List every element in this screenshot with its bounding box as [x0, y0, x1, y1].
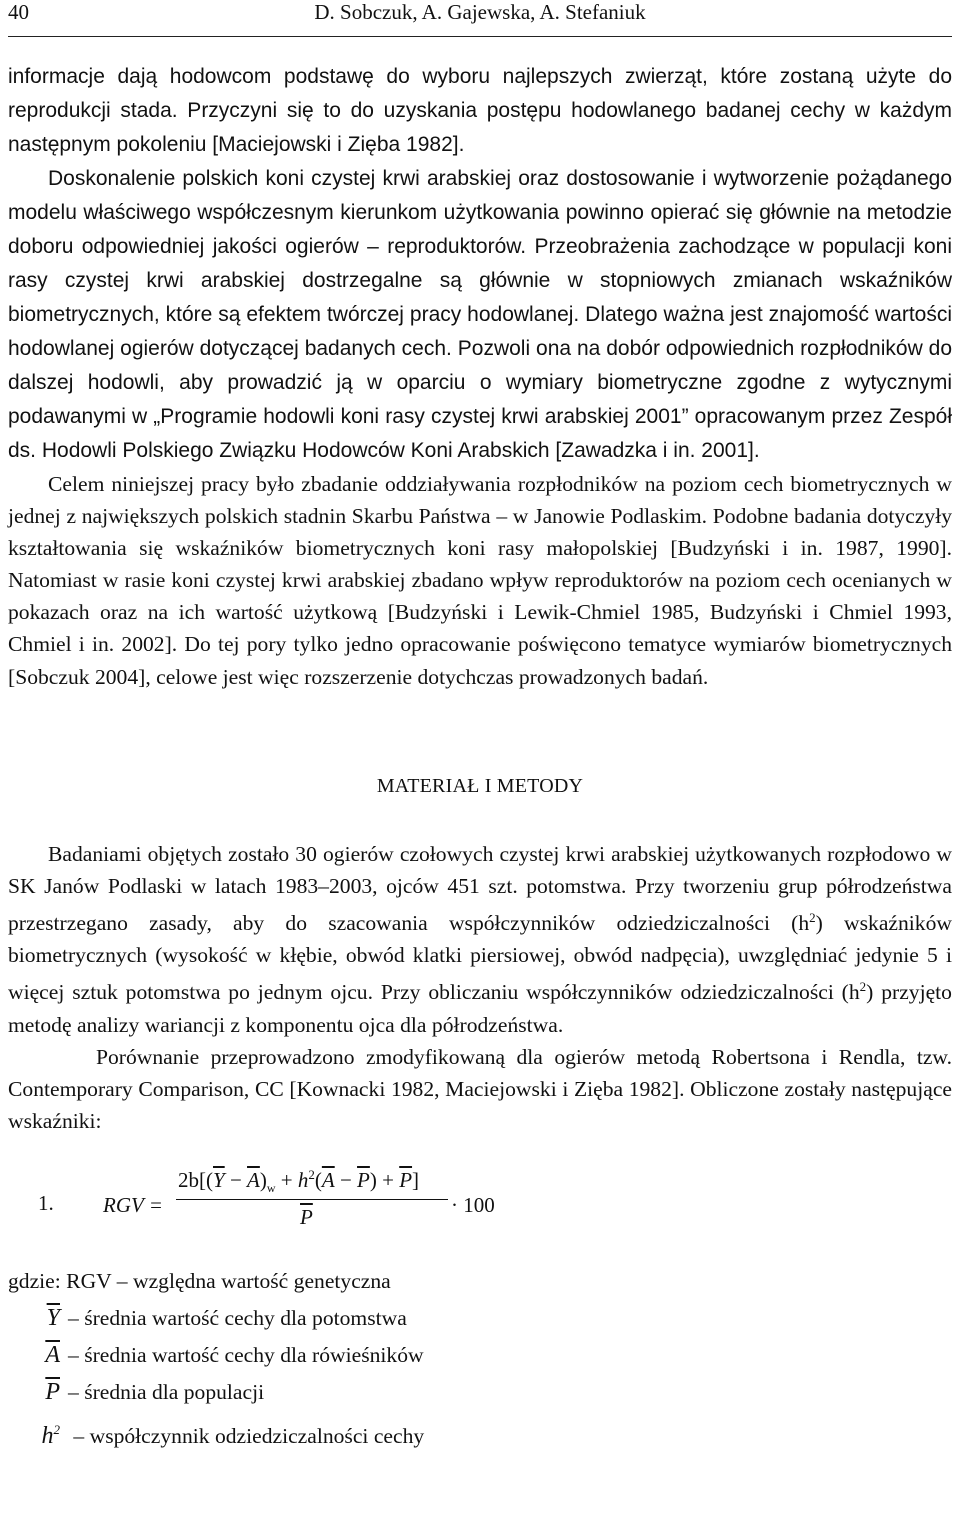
symbol-p: $\overline{P}$: [357, 1167, 370, 1192]
paragraph-improvement-a: Doskonalenie polskich koni czystej krwi arabskiej oraz dostosowanie i wytworzenie pożądanego modelu właściwego współczesnym kierunkom użytkowania powinno opierać się głównie na metodzie doboru odpowiedniej jakości ogierów – reproduktorów. Przeobrażenia zachodzące w populacji koni rasy czystej krwi arabskiej dostrzegalne są głównie w stopniowych zmianach wskaźników biometrycznych, które są efektem twórczej pracy hodowlanej. Dlatego ważna jest znajomość wartości hodowlanej ogierów dotyczącej badanych cech.: [8, 167, 952, 360]
methods-text-b: ) wskaźników biometrycznych (wysokość w kłębie, obwód klatki piersiowej, obwód nadpęcia), uwzględniać jedynie 5 i więcej sztuk potomstwa po jednym ojcu. Przy obliczaniu współczynników odziedziczalności (h: [8, 911, 952, 1005]
minus-sign: −: [229, 1167, 242, 1192]
symbol-p: $\overline{P}$: [399, 1167, 413, 1192]
definition-h2: $h^2$ – współczynnik odziedziczalności cechy: [8, 1411, 952, 1455]
section-title: MATERIAŁ I METODY: [376, 774, 584, 797]
formula-number: 1.: [38, 1190, 54, 1215]
symbol-h: $h^2$: [41, 1421, 60, 1449]
definition-y: $\overline{Y}$ – średnia wartość cechy dla potomstwa: [8, 1300, 952, 1337]
paragraph-methods-1: [8, 838, 952, 1041]
symbol-y-bar: $\overline{Y}$: [46, 1304, 60, 1331]
subscript-w: w: [266, 1181, 276, 1196]
paragraph-aim: Celem niniejszej pracy było zbadanie oddziaływania rozpłodników na poziom cech biometrycznych w jednej z największych polskich stadnin Skarbu Państwa – w Janowie Podlaskim. Podobne badania dotyczyły kształtowania się wskaźników biometrycznych koni rasy małopolskiej [Budzyński i in. 1987, 1990]. Natomiast w rasie koni czystej krwi arabskiej zbadano wpływ reproduktorów na poziom cech ocenianych w pokazach oraz na ich wartość użytkową [Budzyński i Lewik-Chmiel 1985, Budzyński i Chmiel 1993, Chmiel i in. 2002]. Do tej pory tylko jedno opracowanie poświęcono tematyce wymiarów biometrycznych [Sobczuk 2004], celowe jest więc rozszerzenie dotychczas prowadzonych badań.: [8, 472, 952, 689]
symbol-a: $\overline{A}$: [321, 1167, 335, 1192]
definition-rgv: gdzie: RGV – względna wartość genetyczna: [8, 1268, 391, 1293]
plus-sign: +: [280, 1167, 293, 1192]
plus-sign: +: [382, 1167, 394, 1192]
symbol-p-bar: $\overline{P}$: [45, 1378, 60, 1405]
body-text: [8, 60, 952, 1455]
superscript-2: 2: [809, 909, 816, 925]
superscript-2: 2: [859, 979, 867, 995]
paragraph-methods-2: Porównanie przeprowadzono zmodyfikowaną dla ogierów metodą Robertsona i Rendla, tzw. Contemporary Comparison, CC [Kownacki 1982, Maciejowski i Zięba 1982]. Obliczone zostały następujące wskaźniki:: [8, 1044, 952, 1133]
symbol-a-bar: $\overline{A}$: [45, 1341, 60, 1368]
running-header: [8, 0, 952, 30]
formula-times-100: · 100: [451, 1192, 495, 1217]
minus-sign: −: [339, 1167, 352, 1192]
formula-denominator: $\overline{P}$: [300, 1204, 313, 1229]
formula-lhs: RGV =: [103, 1192, 163, 1217]
fraction-bar: [176, 1199, 448, 1200]
definition-a: $\overline{A}$ – średnia wartość cechy dla rówieśników: [8, 1337, 952, 1374]
running-head-authors: D. Sobczuk, A. Gajewska, A. Stefaniuk: [314, 0, 646, 24]
formula-numerator: $2b[(\overline{Y} - \overline{A})_w + h^2(\overline{A} - \overline{P}) + \overline{P}]$: [178, 1166, 420, 1196]
methods-text-a: Badaniami objętych zostało 30 ogierów czołowych czystej krwi arabskiej użytkowanych rozpłodowo w SK Janów Podlaski w latach 1983–2003, ojców 451 szt. potomstwa. Przy tworzeniu grup półrodzeństwa przestrzegano zasady, aby do szacowania współczynników odziedziczalności (h: [8, 841, 952, 936]
paragraph-improvement: [8, 162, 952, 468]
paragraph-continuation: informacje dają hodowcom podstawę do wyboru najlepszych zwierząt, które zostaną użyte do reprodukcji stada. Przyczyni się to do uzyskania postępu hodowlanego badanej cechy w każdym następnym pokoleniu [Maciejowski i Zięba 1982].: [8, 65, 952, 156]
symbol-a: $\overline{A}$: [247, 1167, 260, 1192]
symbol-h: h: [297, 1167, 309, 1192]
header-rule: [8, 36, 952, 37]
section-spacer: [8, 693, 952, 775]
page-number: 40: [8, 0, 29, 24]
paragraph-improvement-b: Pozwoli ona na dobór odpowiednich rozpłodników do dalszej hodowli, aby prowadzić ją w oparciu o wymiary biometryczne zgodne z wytycznymi podawanymi w „Programie hodowli koni rasy czystej krwi arabskiej 2001” opracowanym przez Zespół ds. Hodowli Polskiego Związku Hodowców Koni Arabskich [Zawadzka i in. 2001].: [8, 337, 952, 462]
definitions-list: [8, 1263, 952, 1455]
coef-2b: 2b: [178, 1167, 199, 1192]
definition-p: $\overline{P}$ – średnia dla populacji: [8, 1374, 952, 1411]
superscript-2: 2: [308, 1166, 315, 1182]
formula-rgv: [8, 1167, 952, 1245]
methods-text-c: ) przyjęto metodę analizy wariancji z komponentu ojca dla półrodzeństwa.: [8, 980, 952, 1037]
symbol-y: $\overline{Y}$: [213, 1167, 225, 1192]
